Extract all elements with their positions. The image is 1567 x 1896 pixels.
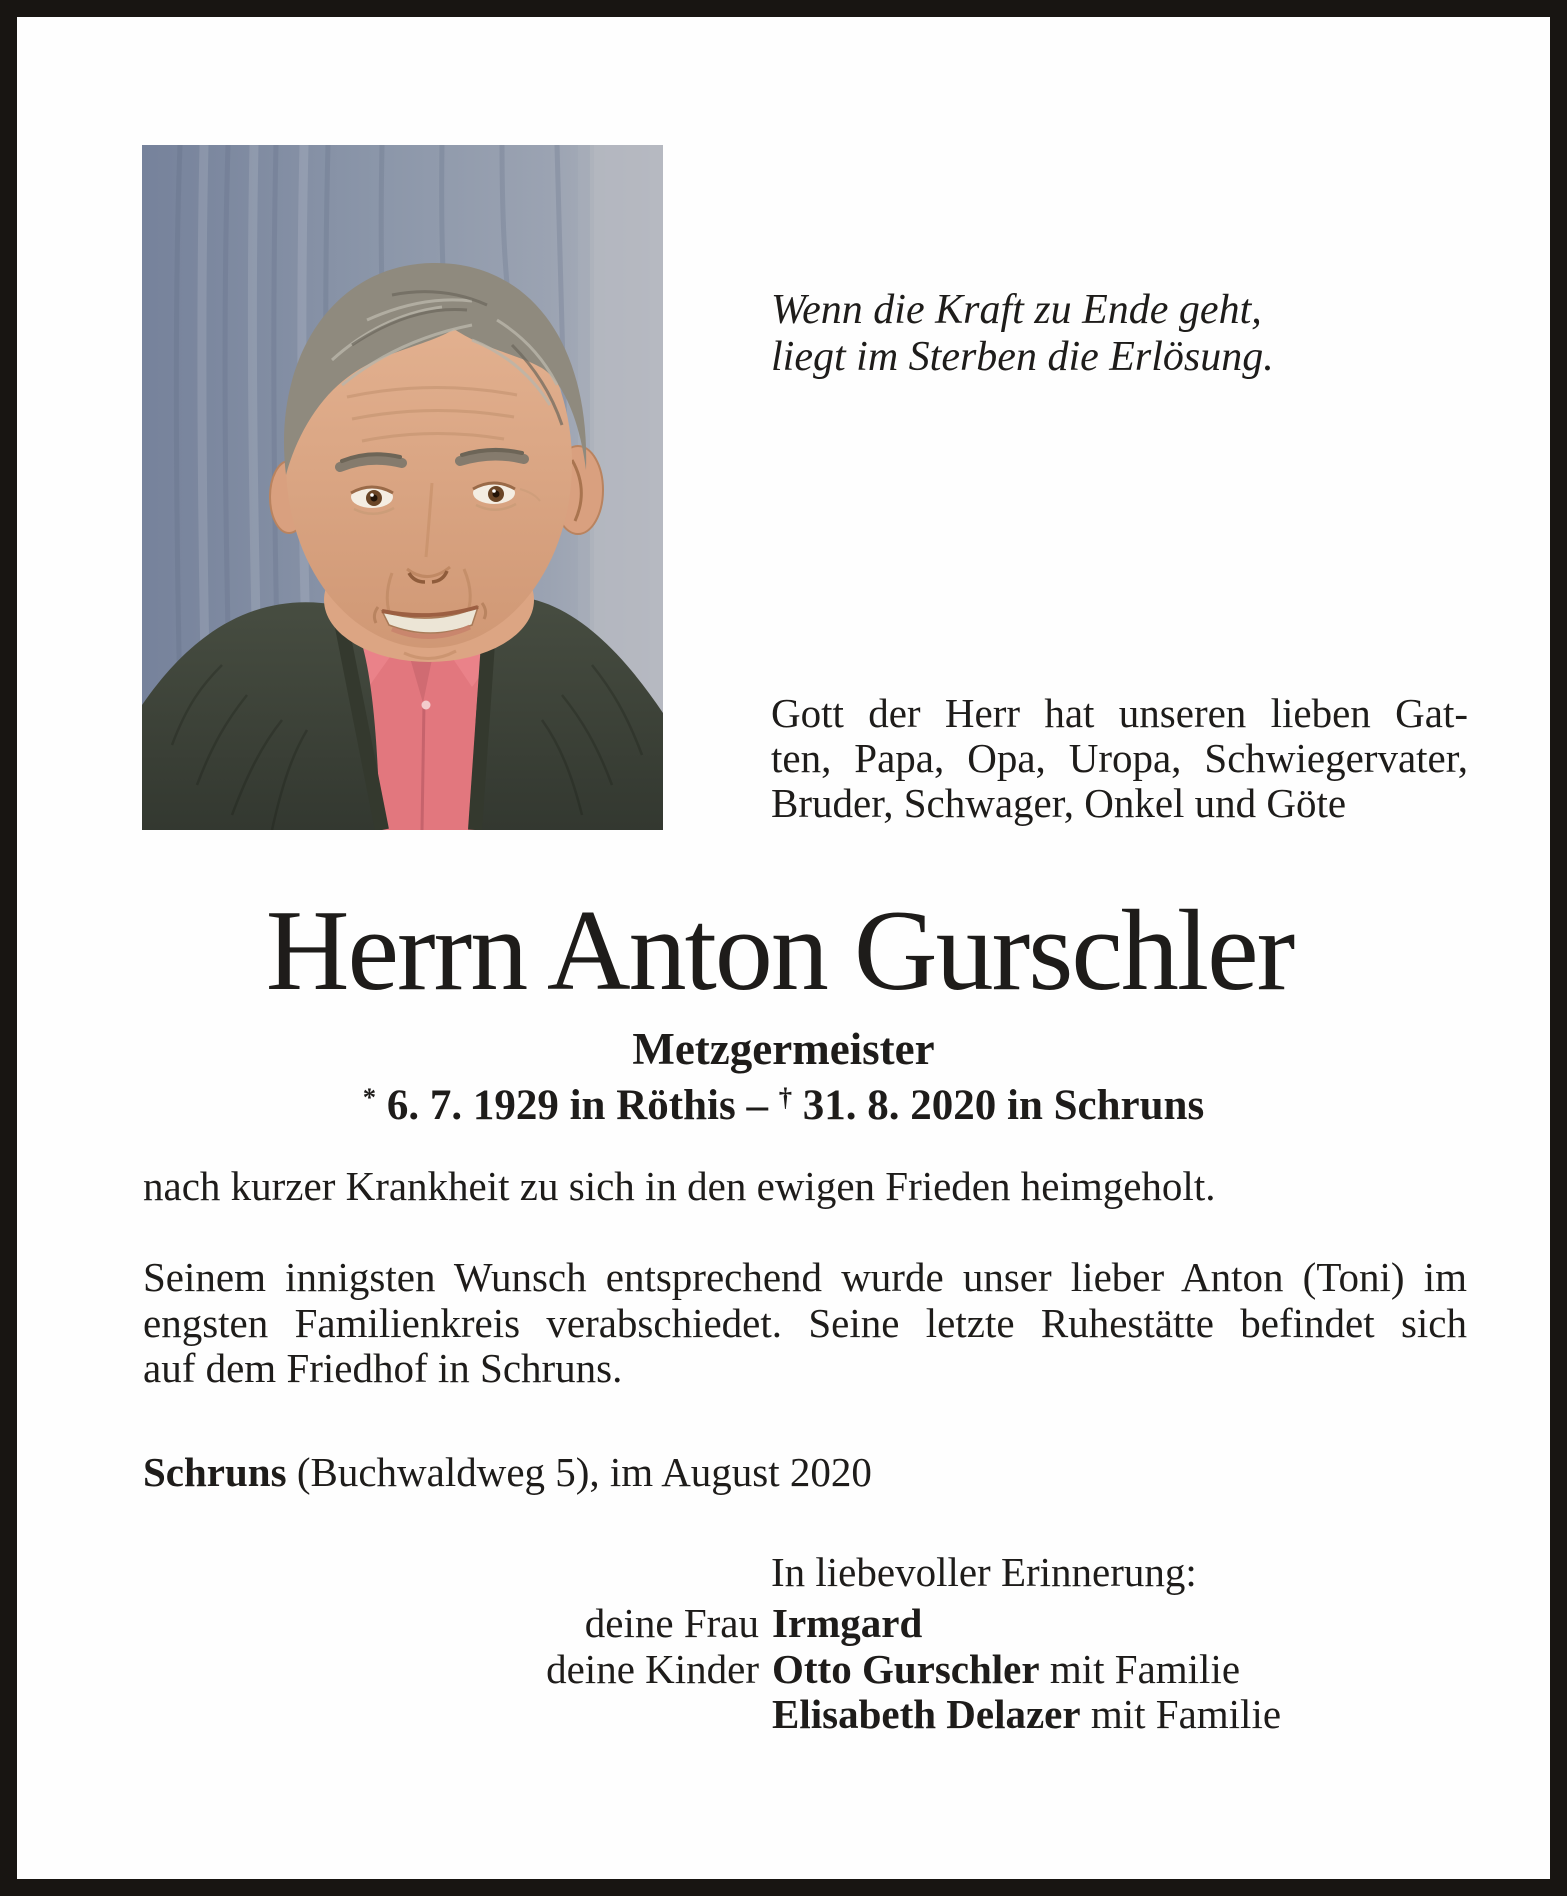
mourner-relation <box>143 1692 772 1738</box>
mourner-relation: deine Frau <box>584 1600 759 1646</box>
shirt-placket <box>422 703 424 830</box>
mourner-name: Otto Gurschler <box>772 1645 1040 1692</box>
memorial-heading: In liebevoller Erinnerung: <box>771 1549 1197 1595</box>
mourner-row <box>143 1692 1281 1738</box>
dates-separator: – <box>746 1081 768 1129</box>
body-paragraph-2-line-1: Seinem innigsten Wunsch entsprechend wurde unser lieber Anton (Toni) im <box>143 1254 1467 1300</box>
mourner-name: Elisabeth Delazer <box>772 1691 1081 1737</box>
life-dates <box>17 1073 1550 1130</box>
body-paragraph-2 <box>143 1255 1467 1392</box>
right-eye-highlight <box>492 489 496 493</box>
deceased-name: Herrn Anton Gurschler <box>265 887 1294 1015</box>
verse-line-2: liegt im Sterben die Erlösung. <box>771 334 1274 380</box>
body-paragraph-2-line-2: engsten Familienkreis verabschiedet. Seine letzte Ruhestätte befindet sich <box>143 1299 1467 1346</box>
place-date-line <box>143 1449 872 1495</box>
birth-date: 6. 7. 1929 in Röthis <box>386 1081 736 1129</box>
salutation-line-3: Bruder, Schwager, Onkel und Göte <box>771 780 1347 826</box>
mourner-name: Irmgard <box>772 1600 923 1646</box>
birth-star-symbol: * <box>362 1082 377 1112</box>
death-cross-symbol: † <box>778 1082 793 1112</box>
death-date: 31. 8. 2020 in Schruns <box>802 1081 1205 1129</box>
place-name: Schruns <box>143 1449 287 1495</box>
portrait-photo-svg <box>142 145 663 830</box>
mourner-row <box>143 1601 1281 1647</box>
body-paragraph-1: nach kurzer Krankheit zu sich in den ewigen Frieden heimgeholt. <box>143 1163 1216 1209</box>
mourner-name-line <box>772 1601 1281 1647</box>
mourner-name-line <box>772 1692 1281 1738</box>
salutation-line-2: ten, Papa, Opa, Uropa, Schwiegervater, <box>771 735 1468 781</box>
body-paragraph-2-line-3: auf dem Friedhof in Schruns. <box>143 1345 623 1391</box>
mourner-name-line <box>772 1647 1281 1693</box>
shirt-button <box>422 701 431 710</box>
portrait-photo <box>142 145 663 830</box>
left-eye-highlight <box>370 493 374 497</box>
mourner-relation: deine Kinder <box>546 1645 759 1692</box>
salutation-paragraph <box>771 691 1468 826</box>
mourner-list <box>143 1601 1281 1738</box>
salutation-line-1: Gott der Herr hat unseren lieben Gat- <box>771 690 1468 736</box>
place-date-rest: (Buchwaldweg 5), im August 2020 <box>286 1449 872 1495</box>
verse-line-1: Wenn die Kraft zu Ende geht, <box>771 287 1262 333</box>
deceased-profession: Metzgermeister <box>632 1024 935 1074</box>
mourner-row <box>143 1647 1281 1693</box>
mourner-suffix: mit Familie <box>1039 1645 1241 1692</box>
opening-verse <box>771 287 1274 381</box>
mourner-suffix: mit Familie <box>1080 1691 1282 1737</box>
